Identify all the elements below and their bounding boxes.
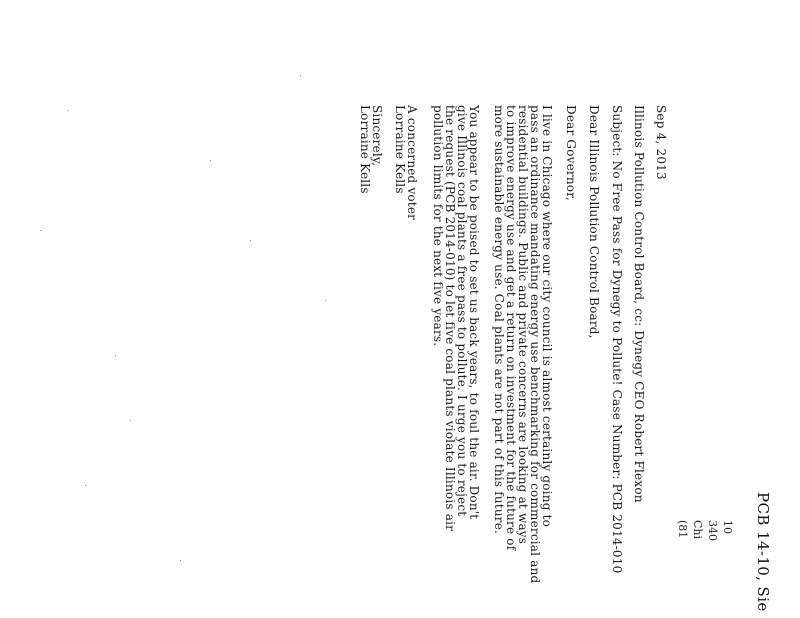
- signature-name: Lorraine Kells: [393, 105, 407, 194]
- letter-recipient: Illinois Pollution Control Board, cc: Dynegy CEO Robert Flexon: [632, 105, 646, 503]
- address-line-4: (81: [676, 520, 689, 539]
- scan-speck: [210, 160, 211, 161]
- address-line-2: 340: [706, 520, 719, 541]
- paragraph-1-line-4: to improve energy use and get a return on investment for the future of: [504, 105, 518, 551]
- paragraph-1-line-2: pass an ordinance mandating energy use benchmarking for commercial and: [528, 105, 542, 584]
- letter-date: Sep 4, 2013: [654, 105, 668, 180]
- closing-sincerely: Sincerely,: [370, 105, 384, 167]
- signature-descriptor: A concerned voter: [405, 105, 419, 221]
- closing-name: Lorraine Kells: [358, 105, 372, 194]
- paragraph-1-line-5: more sustainable energy use. Coal plants are not part of this future.: [492, 105, 506, 535]
- scan-speck: [300, 75, 301, 76]
- paragraph-2-line-2: give Illinois coal plants a free pass to pollute. I urge you to reject: [455, 105, 469, 517]
- paragraph-2-line-3: the request (PCB 2014-010) to let five coal plants violate Illinois air: [443, 105, 457, 532]
- address-line-3: Chi: [691, 520, 704, 540]
- paragraph-2-line-1: You appear to be poised to set us back years, to foul the air. Don't: [467, 105, 481, 520]
- scan-speck: [180, 560, 181, 561]
- paragraph-2-line-4: pollution limits for the next five years.: [431, 105, 445, 347]
- salutation-governor: Dear Governor,: [564, 105, 578, 201]
- salutation-board: Dear Illinois Pollution Control Board,: [587, 105, 601, 339]
- scan-speck: [250, 240, 251, 241]
- letter-subject: Subject: No Free Pass for Dynegy to Pollute! Case Number: PCB 2014-010: [610, 105, 624, 574]
- scan-speck: [115, 355, 116, 356]
- address-line-1: 10: [721, 520, 734, 534]
- case-header-title: PCB 14-10, Sie: [754, 492, 772, 612]
- paragraph-1-line-1: I live in Chicago where our city council is almost certainly going to: [540, 105, 554, 528]
- scan-speck: [130, 420, 131, 421]
- scan-speck: [40, 230, 41, 231]
- paragraph-1-line-3: residential buildings. Public and private concerns are looking at ways: [516, 105, 530, 545]
- scan-speck: [325, 300, 326, 301]
- scan-speck: [85, 485, 86, 486]
- scan-speck: [68, 110, 69, 111]
